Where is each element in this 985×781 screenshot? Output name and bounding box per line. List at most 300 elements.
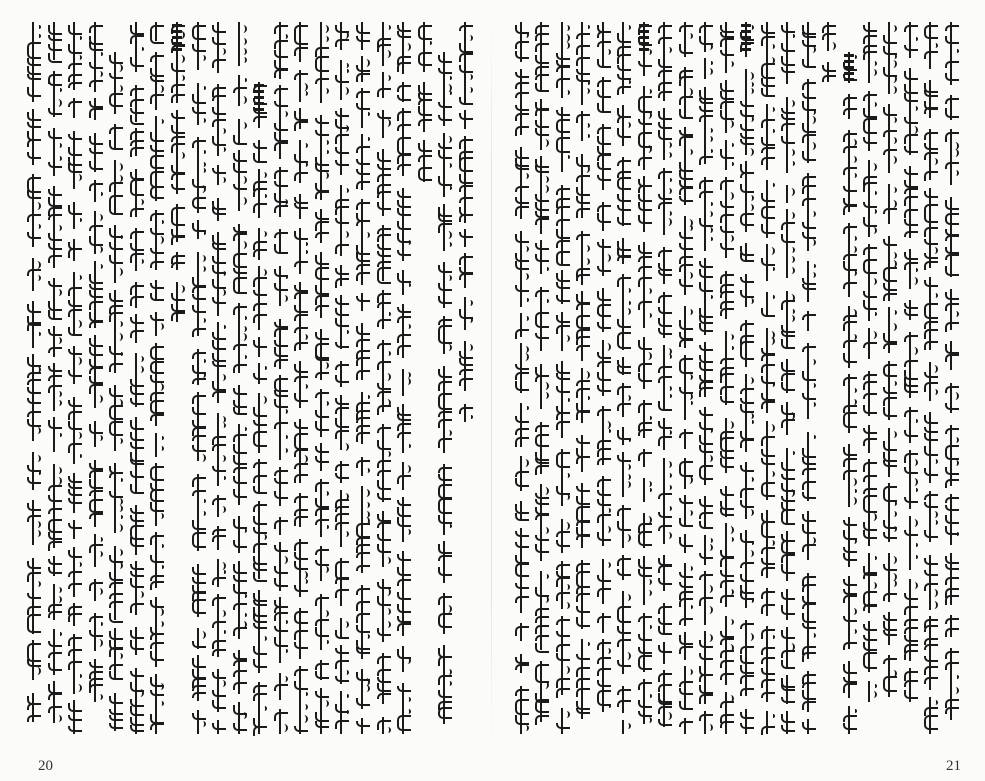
script-stroke [253, 563, 267, 571]
script-stroke [233, 627, 247, 636]
script-stroke [679, 537, 693, 547]
script-stroke [720, 38, 734, 47]
script-stroke [198, 631, 206, 639]
script-stroke [294, 203, 308, 209]
script-stroke [883, 564, 897, 571]
script-stroke [699, 156, 713, 165]
script-word [622, 157, 624, 226]
script-stroke [89, 108, 103, 118]
script-stroke [699, 694, 713, 704]
text-column [698, 22, 712, 734]
script-stroke [849, 489, 857, 493]
script-stroke [192, 31, 206, 40]
script-stroke [582, 165, 590, 173]
script-stroke [883, 676, 897, 685]
script-stroke [356, 169, 370, 175]
script-stroke [171, 136, 185, 142]
script-stroke [233, 268, 247, 274]
script-stroke [315, 295, 329, 305]
script-stroke [582, 642, 590, 646]
script-stroke [48, 693, 62, 700]
script-stroke [617, 614, 631, 623]
script-stroke [115, 524, 123, 532]
script-stroke [418, 60, 432, 66]
script-stroke [679, 582, 693, 588]
script-stroke [945, 73, 959, 81]
script-stroke [109, 242, 123, 250]
text-column [862, 22, 876, 734]
script-stroke [335, 506, 349, 512]
script-stroke [843, 683, 857, 693]
script-stroke [253, 431, 267, 440]
script-stroke [54, 587, 62, 593]
script-stroke [377, 251, 391, 257]
script-stroke [321, 525, 329, 529]
script-stroke [808, 633, 816, 638]
script-stroke [377, 391, 391, 397]
script-stroke [658, 25, 672, 33]
script-stroke [863, 503, 877, 513]
script-stroke [863, 488, 877, 494]
script-stroke [603, 704, 611, 708]
script-stroke [397, 137, 411, 145]
script-stroke [556, 678, 570, 688]
script-stroke [576, 45, 590, 55]
script-stroke [617, 33, 631, 43]
script-stroke [397, 579, 411, 586]
script-stroke [68, 703, 82, 712]
script-stroke [362, 634, 370, 639]
script-stroke [356, 25, 370, 34]
script-stroke [945, 505, 959, 511]
script-stroke [438, 690, 452, 698]
script-stroke [705, 136, 713, 142]
script-stroke [130, 420, 144, 430]
script-stroke [576, 274, 590, 281]
script-stroke [27, 152, 41, 159]
script-stroke [95, 395, 103, 403]
script-stroke [767, 183, 775, 187]
script-stroke [397, 154, 411, 164]
script-stroke [515, 715, 529, 725]
script-stroke [89, 490, 103, 496]
script-stroke [212, 297, 226, 304]
script-stroke [156, 436, 164, 440]
script-stroke [48, 567, 62, 574]
script-stroke [720, 650, 734, 658]
script-stroke [109, 55, 123, 64]
script-stroke [444, 186, 452, 190]
script-stroke [218, 476, 226, 480]
script-stroke [274, 399, 288, 408]
script-stroke [68, 726, 82, 732]
script-stroke [781, 362, 795, 372]
script-stroke [658, 493, 672, 499]
script-stroke [54, 143, 62, 148]
script-stroke [515, 570, 529, 577]
script-stroke [720, 673, 734, 680]
script-stroke [300, 384, 308, 389]
script-stroke [294, 681, 308, 690]
script-stroke [150, 502, 164, 512]
script-stroke [459, 214, 473, 222]
script-stroke [863, 624, 877, 631]
script-stroke [802, 314, 816, 320]
script-stroke [849, 709, 857, 713]
script-stroke [945, 322, 959, 332]
script-stroke [377, 544, 391, 553]
script-stroke [535, 120, 549, 128]
script-stroke [535, 544, 549, 553]
script-stroke [904, 25, 918, 32]
script-stroke [781, 419, 795, 428]
script-stroke [910, 488, 918, 492]
script-stroke [130, 442, 144, 449]
script-stroke [418, 32, 432, 40]
script-stroke [802, 492, 816, 499]
script-stroke [746, 477, 754, 482]
script-stroke [582, 258, 590, 265]
script-stroke [781, 650, 795, 658]
script-stroke [623, 723, 631, 729]
script-stroke [130, 208, 144, 217]
script-stroke [863, 438, 877, 446]
script-stroke [889, 86, 897, 94]
script-stroke [945, 235, 959, 241]
script-stroke [617, 558, 631, 566]
script-stroke [576, 708, 590, 714]
script-stroke [95, 264, 103, 269]
script-stroke [321, 140, 329, 145]
script-stroke [150, 293, 164, 301]
script-stroke [418, 119, 432, 126]
script-stroke [438, 68, 452, 74]
script-stroke [746, 72, 754, 80]
script-stroke [233, 233, 247, 241]
script-stroke [603, 421, 611, 429]
script-stroke [664, 47, 672, 53]
script-stroke [883, 441, 897, 451]
script-stroke [280, 295, 288, 302]
script-stroke [720, 274, 734, 284]
script-stroke [576, 336, 590, 345]
script-stroke [198, 318, 206, 323]
script-stroke [109, 100, 123, 107]
script-stroke [562, 155, 570, 159]
script-stroke [535, 165, 549, 173]
script-stroke [335, 111, 349, 117]
script-stroke [109, 195, 123, 205]
script-stroke [802, 59, 816, 68]
script-stroke [341, 694, 349, 698]
script-stroke [130, 188, 144, 196]
script-stroke [746, 509, 754, 516]
script-stroke [658, 366, 672, 373]
script-stroke [556, 644, 570, 652]
script-stroke [951, 532, 959, 536]
script-stroke [617, 569, 631, 576]
script-stroke [315, 78, 329, 84]
script-stroke [48, 189, 62, 196]
script-stroke [843, 642, 857, 650]
script-stroke [383, 727, 391, 733]
script-stroke [136, 591, 144, 598]
script-stroke [239, 57, 247, 63]
script-stroke [562, 42, 570, 49]
script-stroke [767, 540, 775, 546]
script-stroke [48, 366, 62, 372]
script-stroke [658, 82, 672, 91]
script-stroke [115, 515, 123, 519]
script-stroke [377, 470, 391, 476]
script-stroke [556, 386, 570, 393]
script-stroke [617, 86, 631, 95]
script-stroke [849, 608, 857, 615]
text-column [821, 22, 835, 734]
script-stroke [685, 149, 693, 155]
script-stroke [233, 344, 247, 350]
script-stroke [541, 185, 549, 193]
script-stroke [658, 618, 672, 625]
script-stroke [924, 502, 938, 508]
script-stroke [945, 162, 959, 169]
script-stroke [89, 347, 103, 356]
script-stroke [274, 283, 288, 291]
script-stroke [156, 236, 164, 244]
script-stroke [356, 613, 370, 623]
script-stroke [356, 73, 370, 82]
script-stroke [904, 430, 918, 437]
script-stroke [623, 25, 631, 30]
script-stroke [239, 176, 247, 184]
script-stroke [89, 506, 103, 513]
script-stroke [259, 706, 267, 711]
script-stroke [576, 114, 590, 123]
text-column [780, 22, 794, 734]
script-stroke [300, 579, 308, 584]
script-stroke [945, 303, 959, 311]
script-stroke [109, 430, 123, 436]
script-stroke [239, 197, 247, 205]
script-stroke [910, 478, 918, 486]
script-stroke [767, 424, 775, 432]
script-stroke [274, 626, 288, 632]
script-stroke [68, 147, 82, 156]
script-stroke [280, 448, 288, 453]
script-stroke [274, 205, 288, 213]
script-stroke [515, 92, 529, 98]
script-stroke [664, 532, 672, 539]
script-stroke [562, 584, 570, 590]
script-stroke [802, 544, 816, 552]
script-stroke [521, 316, 529, 321]
bold-heading-word [172, 24, 182, 54]
script-stroke [212, 168, 226, 174]
script-stroke [438, 504, 452, 514]
script-stroke [556, 125, 570, 133]
script-stroke [556, 461, 570, 468]
script-stroke [335, 398, 349, 405]
script-stroke [341, 531, 349, 537]
script-stroke [74, 55, 82, 60]
script-stroke [397, 250, 411, 256]
script-stroke [397, 623, 411, 631]
script-stroke [377, 493, 391, 500]
script-stroke [699, 499, 713, 507]
script-stroke [356, 417, 370, 423]
script-stroke [212, 381, 226, 391]
script-stroke [130, 285, 144, 295]
script-stroke [582, 25, 590, 29]
script-stroke [951, 460, 959, 466]
script-stroke [945, 292, 959, 300]
script-stroke [48, 310, 62, 320]
script-stroke [356, 601, 370, 611]
script-stroke [321, 172, 329, 179]
script-stroke [233, 467, 247, 473]
script-stroke [617, 639, 631, 647]
text-column [616, 22, 630, 734]
script-stroke [889, 323, 897, 331]
script-stroke [924, 51, 938, 59]
script-stroke [664, 386, 672, 391]
script-stroke [397, 345, 411, 355]
text-column [396, 22, 410, 734]
text-column [923, 22, 937, 734]
script-stroke [362, 112, 370, 116]
script-stroke [89, 630, 103, 637]
script-stroke [68, 649, 82, 656]
script-stroke [883, 343, 897, 349]
script-stroke [679, 681, 693, 687]
script-stroke [89, 148, 103, 154]
script-stroke [930, 589, 938, 597]
script-stroke [212, 672, 226, 679]
script-stroke [746, 633, 754, 641]
script-stroke [465, 344, 473, 351]
script-stroke [582, 123, 590, 128]
script-stroke [515, 471, 529, 477]
script-stroke [48, 162, 62, 168]
script-stroke [48, 347, 62, 353]
script-stroke [761, 393, 775, 401]
script-stroke [740, 723, 754, 729]
script-stroke [89, 662, 103, 668]
script-stroke [699, 653, 713, 660]
script-stroke [685, 605, 693, 609]
script-stroke [397, 164, 411, 170]
script-stroke [150, 633, 164, 640]
script-stroke [515, 416, 529, 423]
script-stroke [576, 322, 590, 329]
script-stroke [315, 597, 329, 606]
script-stroke [945, 556, 959, 564]
script-stroke [438, 596, 452, 605]
script-stroke [562, 711, 570, 718]
script-stroke [239, 355, 247, 359]
script-stroke [233, 444, 247, 454]
script-stroke [889, 75, 897, 83]
script-stroke [904, 530, 918, 536]
script-stroke [424, 41, 432, 45]
script-stroke [720, 595, 734, 603]
script-stroke [889, 25, 897, 32]
script-stroke [218, 570, 226, 574]
script-stroke [150, 375, 164, 383]
script-stroke [535, 664, 549, 674]
script-stroke [33, 224, 41, 229]
script-stroke [89, 101, 103, 108]
script-stroke [377, 480, 391, 490]
script-stroke [597, 103, 611, 113]
script-stroke [767, 635, 775, 639]
script-stroke [218, 128, 226, 134]
script-stroke [843, 282, 857, 289]
script-stroke [54, 467, 62, 474]
script-stroke [54, 715, 62, 722]
script-stroke [218, 416, 226, 423]
script-stroke [556, 540, 570, 547]
script-stroke [465, 300, 473, 306]
script-stroke [781, 697, 795, 703]
script-stroke [239, 38, 247, 45]
script-stroke [150, 690, 164, 696]
script-stroke [515, 164, 529, 170]
script-stroke [576, 571, 590, 579]
script-stroke [444, 136, 452, 143]
script-stroke [802, 232, 816, 239]
script-stroke [883, 630, 897, 636]
script-stroke [767, 267, 775, 271]
text-column [417, 22, 431, 734]
script-stroke [720, 489, 734, 496]
script-stroke [68, 101, 82, 107]
script-stroke [679, 170, 693, 180]
script-word [807, 343, 809, 419]
script-stroke [397, 334, 411, 343]
script-stroke [95, 622, 103, 626]
script-stroke [150, 248, 164, 254]
script-stroke [27, 214, 41, 222]
script-stroke [253, 203, 267, 213]
script-stroke [597, 385, 611, 392]
script-stroke [156, 565, 164, 569]
script-stroke [644, 145, 652, 153]
script-stroke [904, 360, 918, 367]
script-stroke [638, 215, 652, 224]
script-stroke [27, 411, 41, 417]
script-stroke [767, 107, 775, 112]
script-stroke [418, 173, 432, 181]
script-stroke [459, 185, 473, 192]
script-stroke [150, 76, 164, 82]
script-stroke [377, 302, 391, 308]
script-stroke [130, 88, 144, 96]
script-stroke [294, 474, 308, 483]
script-stroke [397, 567, 411, 576]
text-column [719, 22, 733, 734]
script-stroke [556, 229, 570, 239]
script-stroke [198, 118, 206, 123]
script-stroke [89, 338, 103, 347]
script-stroke [377, 343, 391, 349]
script-stroke [924, 321, 938, 329]
script-stroke [109, 723, 123, 729]
script-stroke [321, 362, 329, 369]
script-stroke [597, 322, 611, 329]
script-stroke [535, 211, 549, 218]
script-stroke [294, 305, 308, 313]
